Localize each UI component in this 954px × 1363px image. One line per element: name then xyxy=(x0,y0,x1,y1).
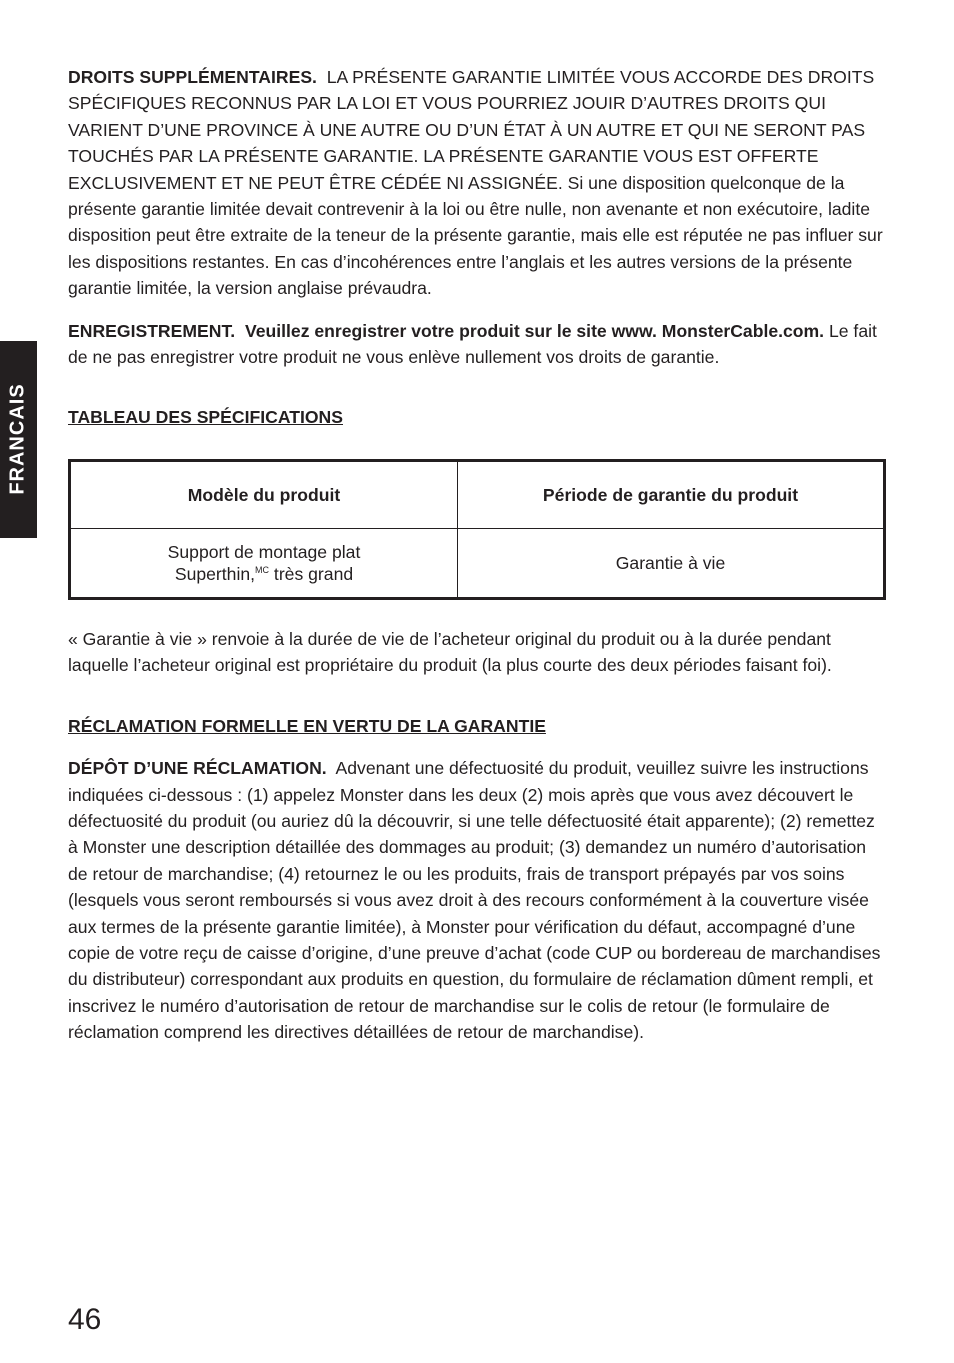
model-line-2-suffix: très grand xyxy=(269,563,354,584)
registration-paragraph xyxy=(68,318,886,371)
registration-lead: ENREGISTREMENT. xyxy=(68,320,236,341)
additional-rights-text: LA PRÉSENTE GARANTIE LIMITÉE VOUS ACCORDE DES DROITS SPÉCIFIQUES RECONNUS PAR LA LOI ET VOUS POURRIEZ JOUIR D’AUTRES DROITS QUI VARIENT D’UNE PROVINCE À UNE AUTRE OU D’UN ÉTAT À UN AUTRE ET QUI NE SERONT PAS TOUCHÉS PAR LA PRÉSENTE GARANTIE. LA PRÉSENTE GARANTIE VOUS EST OFFERTE EXCLUSIVEMENT ET NE PEUT ÊTRE CÉDÉE NI ASSIGNÉE. Si une disposition quelconque de la présente garantie limitée devait contrevenir à la loi ou être nulle, non avenante et non exécutoire, ladite disposition peut être extraite de la teneur de la présente garantie, mais elle est réputée ne pas influer sur les dispositions restantes. En cas d’incohérences entre l’anglais et les autres versions de la présente garantie limitée, la version anglaise prévaudra. xyxy=(68,67,883,299)
claim-section-heading: RÉCLAMATION FORMELLE EN VERTU DE LA GARANTIE xyxy=(68,715,546,736)
spec-table xyxy=(68,459,886,600)
model-line-2-prefix: Superthin, xyxy=(174,563,256,584)
additional-rights-lead: DROITS SUPPLÉMENTAIRES. xyxy=(68,67,317,87)
registration-text: Le fait de ne pas enregistrer votre produit ne vous enlève nullement vos droits de garantie. xyxy=(68,320,877,368)
page-content xyxy=(68,64,886,1046)
cell-product-model xyxy=(70,528,458,598)
page-number: 46 xyxy=(68,1303,102,1336)
language-side-tab xyxy=(0,341,37,538)
table-row xyxy=(70,528,885,598)
model-line-1: Support de montage plat xyxy=(167,541,361,562)
additional-rights-paragraph xyxy=(68,64,886,302)
trademark-superscript: MC xyxy=(255,565,270,576)
spec-table-header-row xyxy=(70,460,885,528)
registration-bold-text: Veuillez enregistrer votre produit sur le site www. MonsterCable.com. xyxy=(244,320,825,341)
header-warranty-period: Période de garantie du produit xyxy=(458,460,885,528)
spec-table-heading: TABLEAU DES SPÉCIFICATIONS xyxy=(68,407,343,428)
header-product-model: Modèle du produit xyxy=(70,460,458,528)
language-label: FRANCAIS xyxy=(6,383,29,495)
claim-paragraph xyxy=(68,755,886,1045)
claim-lead: DÉPÔT D’UNE RÉCLAMATION. xyxy=(68,758,327,779)
claim-text: Advenant une défectuosité du produit, veuillez suivre les instructions indiquées ci-dessous : (1) appelez Monster dans les deux (2) mois après que vous avez découvert le défectuosité du produit (ou auriez dû la découvrir, si une telle défectuosité était apparente); (2) remettez à Monster une description détaillée des dommages au produit; (3) demandez un numéro d’autorisation de retour de marchandise; (4) retournez le ou les produits, frais de transport prépayés par vos soins (lesquels vous seront remboursés si vous avez droit à des recours conformément à la couverture visée aux termes de la présente garantie limitée), à Monster pour vérification du défaut, accompagné d’une copie de votre reçu de caisse d’origine, d’une preuve d’achat (code CUP ou bordereau de marchandises du distributeur) correspondant aux produits en question, du formulaire de réclamation dûment rempli, et inscrivez le numéro d’autorisation de retour de marchandise sur le colis de retour (le formulaire de réclamation comprend les directives détaillées de retour de marchandise). xyxy=(68,758,881,1043)
lifetime-warranty-note: « Garantie à vie » renvoie à la durée de vie de l’acheteur original du produit ou à la durée pendant laquelle l’acheteur original est propriétaire du produit (la plus courte des deux périodes faisant foi). xyxy=(68,628,832,676)
cell-warranty-period: Garantie à vie xyxy=(458,528,885,598)
